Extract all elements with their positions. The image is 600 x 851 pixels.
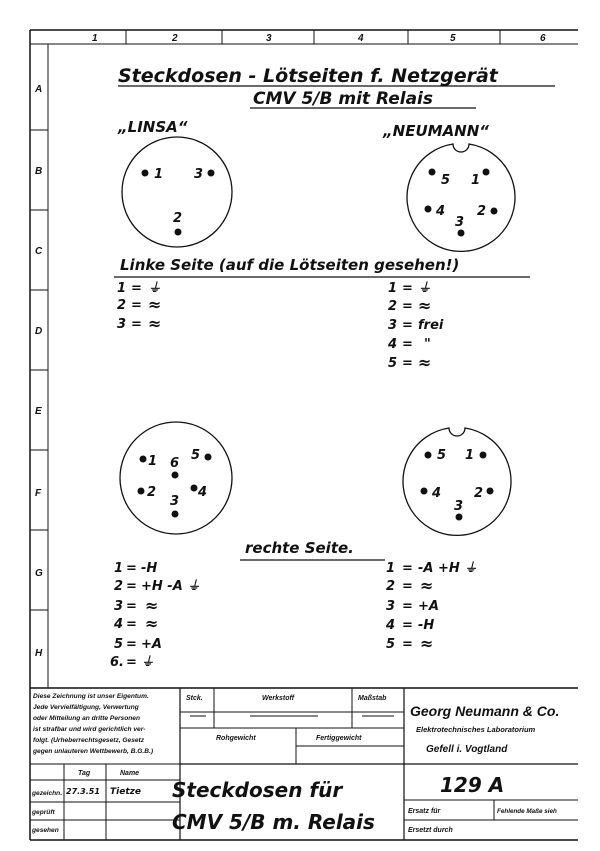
pin-separator: = <box>131 298 142 313</box>
rohgewicht-label: Rohgewicht <box>216 735 256 742</box>
col-label-4: 4 <box>358 33 364 44</box>
name-label: Name <box>120 770 140 777</box>
pin-label: 1 <box>154 167 164 182</box>
pin-label: 4 <box>198 485 208 500</box>
pin-number: 3 <box>386 599 396 614</box>
pin-separator: = <box>126 655 137 670</box>
pin-separator: = <box>126 599 137 614</box>
pin-assignment: ≈ <box>418 353 432 372</box>
stck-label: Stck. <box>186 695 203 702</box>
pin-separator: = <box>402 579 413 594</box>
pin-number: 6. <box>110 655 124 670</box>
pin-separator: = <box>126 561 137 576</box>
socket-top-left <box>122 137 232 247</box>
pin-assignment: ≈ <box>418 296 432 315</box>
pin-separator: = <box>402 337 413 352</box>
company-name: Georg Neumann & Co. <box>410 703 560 719</box>
pin-label: 1 <box>148 454 158 469</box>
right-side-neumann-list <box>385 561 477 653</box>
pin-assignment: ≈ <box>148 314 162 333</box>
pin-separator: = <box>131 281 142 296</box>
pin-separator: = <box>131 317 142 332</box>
pin-label: 1 <box>465 448 475 463</box>
fertiggewicht-label: Fertiggewicht <box>316 735 362 742</box>
pin-label: 4 <box>432 486 442 501</box>
notice-line: oder Mitteilung an dritte Personen <box>33 715 140 722</box>
pin-assignment: +A <box>418 599 439 614</box>
notice-line: ist strafbar und wird gerichtlich ver- <box>33 726 146 733</box>
notice-line: gegen unlauteren Wettbewerb, B.G.B.) <box>33 748 154 755</box>
pin-number: 4 <box>386 618 396 633</box>
row-labels <box>34 84 43 659</box>
maker-label-linsa: „LINSA“ <box>118 118 188 136</box>
pin-label: 5 <box>191 448 201 463</box>
notice-line: Jede Vervielfältigung, Verwertung <box>33 704 139 711</box>
col-label-2: 2 <box>172 33 178 44</box>
row-label-e: E <box>35 406 42 417</box>
socket-top-right <box>407 144 515 251</box>
pin-assignment: -H <box>418 618 435 633</box>
tag-label: Tag <box>78 770 91 777</box>
pin-number: 3 <box>114 599 124 614</box>
ersatz-fuer-label: Ersatz für <box>408 808 441 815</box>
row-label-d: D <box>35 326 43 337</box>
pin-assignment: frei <box>418 318 444 333</box>
maker-label-neumann: „NEUMANN“ <box>383 122 489 140</box>
pin-number: 3 <box>388 318 398 333</box>
pin-number: 2 <box>386 579 396 594</box>
pin-label: 3 <box>194 167 204 182</box>
pin-label: 2 <box>147 485 157 500</box>
socket-bottom-left <box>120 422 232 534</box>
lab-name: Elektrotechnisches Laboratorium <box>416 725 536 734</box>
pin-label: 2 <box>477 204 487 219</box>
col-label-1: 1 <box>92 33 98 44</box>
pin-assignment: ⏚ <box>148 281 162 296</box>
pin-number: 3 <box>117 317 127 332</box>
pin-separator: = <box>402 281 413 296</box>
location-stamp: Gefell i. Vogtland <box>426 744 508 755</box>
row-label-g: G <box>35 568 43 579</box>
pin-label: 2 <box>173 211 183 226</box>
pin-separator: = <box>402 618 413 633</box>
pin-separator: = <box>126 637 137 652</box>
heading-line-1: Steckdosen - Lötseiten f. Netzgerät <box>118 65 498 87</box>
pin-number: 2 <box>388 299 398 314</box>
drawing-title-line-1: Steckdosen für <box>172 778 343 802</box>
pin-label: 5 <box>437 448 447 463</box>
pin-number: 4 <box>388 337 398 352</box>
werkstoff-label: Werkstoff <box>262 695 295 702</box>
column-labels <box>92 33 546 44</box>
ersetzt-durch-label: Ersetzt durch <box>408 827 453 834</box>
pin-assignment: -H <box>141 561 158 576</box>
pin-label: 3 <box>454 499 464 514</box>
pin-number: 4 <box>114 617 124 632</box>
left-side-linsa-list <box>117 281 161 333</box>
pin-separator: = <box>402 637 413 652</box>
pin-label: 3 <box>170 494 180 509</box>
pin-number: 5 <box>388 356 398 371</box>
pin-number: 5 <box>114 637 124 652</box>
pin-label: 2 <box>474 486 484 501</box>
pin-assignment: ≈ <box>145 596 159 615</box>
pin-number: 1 <box>114 561 124 576</box>
right-side-linsa-list <box>110 561 200 670</box>
pin-separator: = <box>402 561 413 576</box>
pin-number: 1 <box>117 281 127 296</box>
row-label-h: H <box>35 648 43 659</box>
heading-line-2: CMV 5/B mit Relais <box>253 89 433 109</box>
col-label-6: 6 <box>540 33 546 44</box>
pin-number: 1 <box>386 561 396 576</box>
row-label-f: F <box>35 488 42 499</box>
notice-line: folgt. (Urheberrechtsgesetz, Gesetz <box>33 737 145 744</box>
gezeichnet-label: gezeichn. <box>32 790 63 797</box>
left-side-title: Linke Seite (auf die Lötseiten gesehen!) <box>120 256 460 274</box>
row-label-a: A <box>35 84 43 95</box>
right-side-title: rechte Seite. <box>245 539 354 557</box>
pin-assignment: ⏚ <box>418 281 432 296</box>
copyright-notice <box>32 693 153 755</box>
pin-assignment: +A <box>141 637 162 652</box>
pin-number: 2 <box>114 579 124 594</box>
pin-number: 1 <box>388 281 398 296</box>
pin-assignment: ≈ <box>145 614 159 633</box>
row-label-b: B <box>35 166 43 177</box>
pin-number: 2 <box>117 298 127 313</box>
pin-separator: = <box>402 299 413 314</box>
pin-assignment: ≈ <box>420 634 434 653</box>
massstab-label: Maßstab <box>358 695 387 702</box>
drawing-number: 129 A <box>440 773 505 797</box>
pin-separator: = <box>126 579 137 594</box>
pin-label: 5 <box>441 173 451 188</box>
col-label-3: 3 <box>266 33 272 44</box>
pin-assignment: ≈ <box>420 576 434 595</box>
pin-assignment: ⏚ <box>141 655 155 670</box>
pin-separator: = <box>402 318 413 333</box>
pin-label: 1 <box>471 173 481 188</box>
pin-separator: = <box>402 356 413 371</box>
pin-label: 4 <box>436 204 446 219</box>
col-label-5: 5 <box>450 33 456 44</box>
pin-number: 5 <box>386 637 396 652</box>
fehlende-masse-label: Fehlende Maße sieh <box>497 808 557 815</box>
gesehen-label: gesehen <box>32 827 59 834</box>
pin-assignment: ≈ <box>148 295 162 314</box>
draftsman-signature: Tietze <box>110 787 141 797</box>
pin-separator: = <box>126 617 137 632</box>
drawing-date: 27.3.51 <box>66 787 100 796</box>
drawing-title-line-2: CMV 5/B m. Relais <box>172 810 375 834</box>
pin-assignment: " <box>424 337 431 352</box>
pin-label: 3 <box>455 215 465 230</box>
socket-bottom-right <box>403 428 511 535</box>
notice-line: Diese Zeichnung ist unser Eigentum. <box>33 693 149 700</box>
pin-label: 6 <box>170 456 180 471</box>
row-label-c: C <box>35 246 43 257</box>
geprueft-label: geprüft <box>32 809 55 816</box>
pin-separator: = <box>402 599 413 614</box>
left-side-neumann-list <box>387 281 444 372</box>
pin-assignment: +H -A ⏚ <box>141 579 201 594</box>
pin-assignment: -A +H ⏚ <box>418 561 478 576</box>
